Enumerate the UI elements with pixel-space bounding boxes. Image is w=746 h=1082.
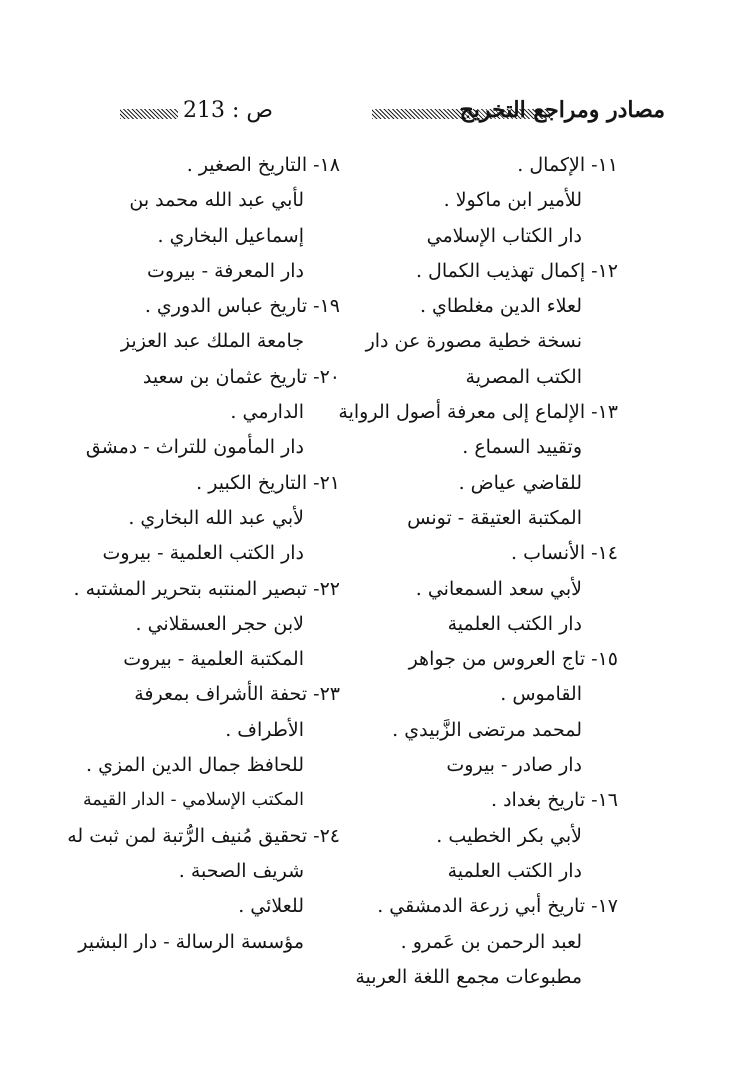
bibliography-entry [318,783,618,818]
entry-detail: مطبوعات مجمع اللغة العربية [355,965,582,988]
entry-detail: للأمير ابن ماكولا . [443,189,582,212]
entry-detail: للحافظ جمال الدين المزي . [86,754,304,777]
entry-number: ١٦- [591,789,618,812]
entry-detail: وتقييد السماع . [462,436,582,459]
running-title: مصادر ومراجع التخريج [459,97,665,123]
entry-title: الإلماع إلى معرفة أصول الرواية [338,401,586,424]
entry-title: تحفة الأشراف بمعرفة [134,683,308,706]
bibliography-entry [318,889,618,924]
entry-detail-line [50,536,340,571]
entry-number: ١٣- [591,401,618,424]
entry-detail-line [318,324,618,359]
entry-title: إكمال تهذيب الكمال . [415,259,586,282]
entry-title: تاريخ أبي زرعة الدمشقي . [377,895,586,918]
entry-detail: المكتب الإسلامي - الدار القيمة [82,790,304,811]
bibliography-entry [50,289,340,324]
entry-title: تاريخ بغداد . [491,789,586,812]
entry-detail-line [50,889,340,924]
entry-detail-line [318,289,618,324]
entry-number: ١٧- [591,895,618,918]
entry-detail-line [50,748,340,783]
bibliography-entry [50,360,340,395]
entry-detail-line [50,713,340,748]
entry-number: ٢٢- [313,577,340,600]
entry-title: تاج العروس من جواهر [408,648,586,671]
entry-detail: دار المأمون للتراث - دمشق [85,436,304,459]
entry-number: ١٢- [591,259,618,282]
entry-detail-line [50,219,340,254]
entry-detail: لأبي عبد الله البخاري . [128,506,304,529]
entry-number: ٢٣- [313,683,340,706]
entry-detail: دار المعرفة - بيروت [147,259,304,282]
bibliography-entry [50,572,340,607]
entry-detail: المكتبة العلمية - بيروت [123,648,304,671]
bibliography-column-right [318,148,618,995]
entry-detail-line [50,254,340,289]
page-number: ص : 213 [183,98,273,123]
entry-detail-line [50,783,340,818]
bibliography-entry [50,677,340,712]
entry-number: ١٤- [591,542,618,565]
entry-detail: للعلائي . [238,895,304,918]
entry-detail: للقاضي عياض . [458,471,582,494]
entry-detail: شريف الصحبة . [178,859,304,882]
entry-detail-line [318,748,618,783]
entry-detail: نسخة خطية مصورة عن دار [365,330,582,353]
entry-number: ٢٠- [313,365,340,388]
header-ornament-left [120,109,178,119]
entry-detail: لأبي عبد الله محمد بن [129,189,304,212]
entry-title: التاريخ الصغير . [186,154,308,176]
bibliography-entry [318,148,618,183]
entry-detail-line [318,183,618,218]
entry-detail: دار الكتاب الإسلامي [426,224,582,247]
bibliography-entry [50,148,340,183]
page-header [120,95,665,135]
entry-number: ١١- [591,154,618,176]
entry-detail: المكتبة العتيقة - تونس [407,506,582,529]
entry-detail: لابن حجر العسقلاني . [135,612,304,635]
entry-detail: دار الكتب العلمية - بيروت [102,542,304,565]
entry-detail: الكتب المصرية [465,365,582,388]
entry-detail: لعلاء الدين مغلطاي . [419,295,582,318]
entry-detail-line [50,642,340,677]
entry-detail-line [50,607,340,642]
entry-detail: الدارمي . [230,401,304,424]
entry-detail-line [318,819,618,854]
entry-detail-line [318,925,618,960]
entry-number: ٢١- [313,471,340,494]
bibliography-entry [318,642,618,677]
entry-detail-line [318,960,618,995]
entry-number: ١٥- [591,648,618,671]
entry-detail: لأبي بكر الخطيب . [436,824,582,847]
entry-detail-line [50,324,340,359]
entry-detail-line [50,854,340,889]
entry-number: ٢٤- [313,824,340,847]
entry-detail-line [50,430,340,465]
entry-detail-line [318,854,618,889]
entry-detail-line [50,925,340,960]
entry-detail: لأبي سعد السمعاني . [415,577,582,600]
entry-title: التاريخ الكبير . [196,471,308,494]
entry-detail: مؤسسة الرسالة - دار البشير [78,930,304,953]
entry-detail: الأطراف . [225,718,304,741]
entry-detail-line [318,466,618,501]
entry-title: تاريخ عباس الدوري . [144,295,308,318]
entry-title: تاريخ عثمان بن سعيد [142,365,308,388]
entry-detail-line [318,607,618,642]
bibliography-column-left [50,148,340,960]
entry-detail-line [318,677,618,712]
bibliography-entry [318,254,618,289]
entry-detail-line [318,360,618,395]
entry-detail: لمحمد مرتضى الزَّبيدي . [392,718,582,741]
entry-detail: إسماعيل البخاري . [157,224,304,247]
entry-detail: لعبد الرحمن بن عَمرو . [400,930,582,953]
entry-detail: دار صادر - بيروت [446,754,582,777]
bibliography-entry [318,395,618,430]
entry-detail-line [50,183,340,218]
entry-detail-line [318,219,618,254]
bibliography-entry [50,819,340,854]
entry-title: الإكمال . [517,154,586,176]
bibliography-entry [50,466,340,501]
bibliography-entry [318,536,618,571]
entry-detail-line [50,395,340,430]
entry-detail: جامعة الملك عبد العزيز [120,330,304,353]
entry-number: ١٨- [313,154,340,176]
entry-detail: دار الكتب العلمية [447,859,582,882]
entry-number: ١٩- [313,295,340,318]
entry-title: تحقيق مُنيف الرُّتبة لمن ثبت له [67,824,308,847]
entry-detail: القاموس . [500,683,582,706]
entry-detail-line [318,713,618,748]
entry-detail-line [318,572,618,607]
entry-detail: دار الكتب العلمية [447,612,582,635]
entry-title: تبصير المنتبه بتحرير المشتبه . [73,577,308,600]
entry-title: الأنساب . [511,542,586,565]
entry-detail-line [318,430,618,465]
entry-detail-line [50,501,340,536]
entry-detail-line [318,501,618,536]
